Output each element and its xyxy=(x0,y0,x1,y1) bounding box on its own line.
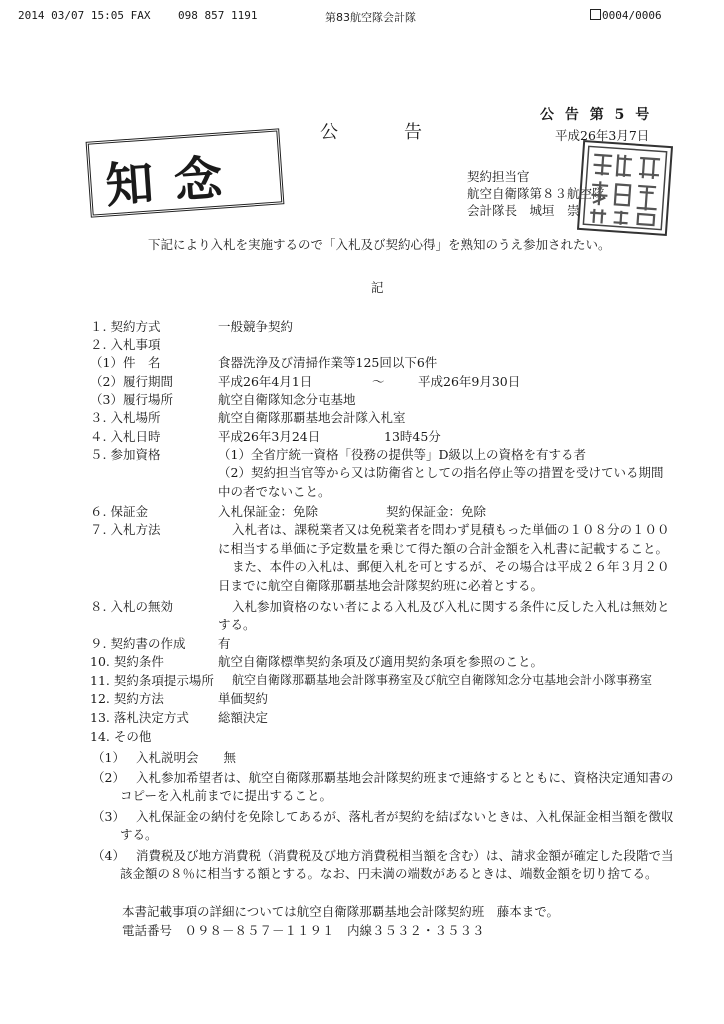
other-number: （4） xyxy=(92,848,125,863)
footer-contact: 本書記載事項の詳細については航空自衛隊那覇基地会計隊契約班 藤本まで。 xyxy=(122,904,560,919)
footer-phone: 電話番号 ０９８－８５７－１１９１ 内線３５３２・３５３３ xyxy=(122,923,485,938)
item-value: （2）契約担当官等から又は防衛省としての指名停止等の措置を受けている期間 xyxy=(218,465,664,480)
item-label: （1）件 名 xyxy=(90,355,161,370)
item-value: 航空自衛隊知念分屯基地 xyxy=(218,392,356,407)
item-value: 中の者でないこと。 xyxy=(218,484,331,499)
item-label: ８. 入札の無効 xyxy=(90,599,173,614)
notice-date: 平成26年3月7日 xyxy=(555,128,650,143)
other-text: 入札説明会 無 xyxy=(136,750,237,765)
signer-unit: 航空自衛隊第８３航空隊 xyxy=(467,186,605,201)
item-label: （2）履行期間 xyxy=(90,374,173,389)
period-separator: 〜 xyxy=(372,374,385,389)
ki-marker: 記 xyxy=(371,280,384,295)
page-title: 公 告 xyxy=(320,122,432,143)
item-label: 13. 落札決定方式 xyxy=(90,710,189,725)
item-label: ９. 契約書の作成 xyxy=(90,636,186,651)
other-text: 入札保証金の納付を免除してあるが、落札者が契約を結ばないときは、入札保証金相当額を徴収 xyxy=(136,809,674,824)
other-text: コピーを入札前までに提出すること。 xyxy=(120,788,333,803)
bid-time: 13時45分 xyxy=(384,429,441,444)
item-label: （3）履行場所 xyxy=(90,392,173,407)
item-value: 航空自衛隊那覇基地会計隊入札室 xyxy=(218,410,406,425)
fax-number: 098 857 1191 xyxy=(178,9,258,22)
item-label: １. 契約方式 xyxy=(90,319,161,334)
item-value: 一般競争契約 xyxy=(218,319,294,334)
period-to: 平成26年9月30日 xyxy=(418,374,521,389)
item-label: 11. 契約条項提示場所 xyxy=(90,673,214,688)
item-value: （1）全省庁統一資格「役務の提供等」D級以上の資格を有する者 xyxy=(218,447,586,462)
item-value: 食器洗浄及び清掃作業等125回以下6件 xyxy=(218,355,438,370)
fax-page-icon xyxy=(590,9,601,20)
item-value: 航空自衛隊那覇基地会計隊事務室及び航空自衛隊知念分屯基地会計小隊事務室 xyxy=(232,673,653,687)
item-value: する。 xyxy=(218,617,256,632)
fax-page-number: 0004/0006 xyxy=(602,9,662,22)
item-value: 入札者は、課税業者又は免税業者を問わず見積もった単価の１０８分の１００ xyxy=(232,522,670,537)
item-value: 総額決定 xyxy=(218,710,269,725)
chinen-stamp xyxy=(86,128,285,217)
item-value: に相当する単価に予定数量を乗じて得た額の合計金額を入札書に記載すること。 xyxy=(218,541,669,556)
item-label: 14. その他 xyxy=(90,729,152,744)
fax-datetime: 2014 03/07 15:05 FAX xyxy=(18,9,151,22)
item-label: ５. 参加資格 xyxy=(90,447,161,462)
item-label: 10. 契約条件 xyxy=(90,654,164,669)
item-value: 単価契約 xyxy=(218,691,269,706)
item-value: 航空自衛隊標準契約条項及び適用契約条項を参照のこと。 xyxy=(218,654,544,669)
item-label: 12. 契約方法 xyxy=(90,691,164,706)
item-label: ７. 入札方法 xyxy=(90,522,161,537)
other-number: （3） xyxy=(92,809,125,824)
other-number: （1） xyxy=(92,750,125,765)
item-label: ２. 入札事項 xyxy=(90,337,161,352)
fax-sender: 第83航空隊会計隊 xyxy=(325,11,416,24)
notice-number: 公 告 第 5 号 xyxy=(540,107,653,123)
official-seal-icon xyxy=(577,140,673,236)
item-label: ６. 保証金 xyxy=(90,504,148,519)
intro-text: 下記により入札を実施するので「入札及び契約心得」を熟知のうえ参加されたい。 xyxy=(148,237,611,252)
other-text: 入札参加希望者は、航空自衛隊那覇基地会計隊契約班まで連絡するとともに、資格決定通知書の xyxy=(136,770,674,785)
other-number: （2） xyxy=(92,770,125,785)
period-from: 平成26年4月1日 xyxy=(218,374,313,389)
item-value: 入札参加資格のない者による入札及び入札に関する条件に反した入札は無効と xyxy=(232,599,670,614)
fax-page xyxy=(590,9,662,22)
item-value: 有 xyxy=(218,636,231,651)
stamp-text: 知 念 xyxy=(103,150,227,215)
item-value: また、本件の入札は、郵便入札を可とするが、その場合は平成２６年３月２０ xyxy=(232,559,670,574)
item-label: ４. 入札日時 xyxy=(90,429,161,444)
other-text: 消費税及び地方消費税（消費税及び地方消費税相当額を含む）は、請求金額が確定した段階で当 xyxy=(136,848,674,863)
bid-date: 平成26年3月24日 xyxy=(218,429,321,444)
signer-title: 契約担当官 xyxy=(467,169,530,184)
other-text: 該金額の８％に相当する額とする。なお、円未満の端数があるときは、端数金額を切り捨てる。 xyxy=(120,866,658,881)
other-text: する。 xyxy=(120,827,158,842)
item-label: ３. 入札場所 xyxy=(90,410,161,425)
contract-deposit: 契約保証金：免除 xyxy=(386,504,487,519)
signer-name: 会計隊長 城垣 崇 xyxy=(467,203,580,218)
item-value: 日までに航空自衛隊那覇基地会計隊契約班に必着とする。 xyxy=(218,578,544,593)
bid-deposit: 入札保証金：免除 xyxy=(218,504,319,519)
